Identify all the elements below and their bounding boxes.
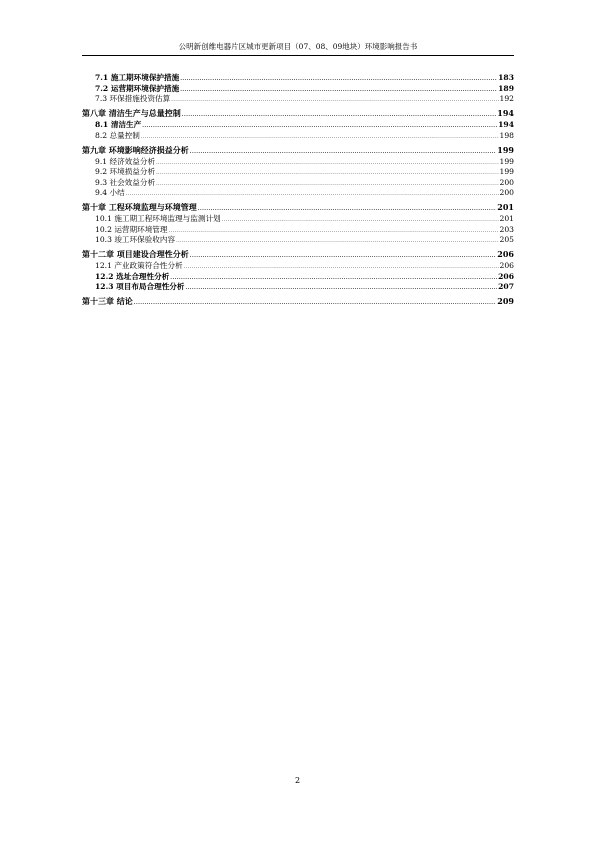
toc-entry-title: 9.4 小结 <box>95 188 125 197</box>
toc-chapter-entry[interactable] <box>82 248 514 261</box>
toc-leader-dots <box>184 265 499 270</box>
toc-section-entry[interactable] <box>82 225 514 236</box>
toc-entry-page: 200 <box>499 188 514 197</box>
toc-section-entry[interactable] <box>82 178 514 189</box>
toc-leader-dots <box>156 161 498 166</box>
document-title: 公明新创维电器片区城市更新项目（07、08、09地块）环境影响报告书 <box>178 42 418 51</box>
toc-entry-title: 12.2 选址合理性分析 <box>95 271 170 281</box>
toc-leader-dots <box>134 301 497 306</box>
toc-entry-page: 199 <box>499 167 514 176</box>
toc-section-entry[interactable] <box>82 157 514 168</box>
toc-entry-page: 199 <box>497 144 514 155</box>
page-header <box>82 42 514 56</box>
toc-section-entry[interactable] <box>82 120 514 131</box>
toc-entry-title: 第十二章 项目建设合理性分析 <box>82 249 189 259</box>
toc-section-entry[interactable] <box>82 94 514 105</box>
toc-entry-title: 8.1 清洁生产 <box>95 120 142 129</box>
toc-leader-dots <box>190 254 497 259</box>
toc-entry-page: 183 <box>498 73 514 82</box>
toc-chapter-entry[interactable] <box>82 144 514 157</box>
toc-leader-dots <box>190 150 497 155</box>
toc-entry-page: 199 <box>499 156 514 166</box>
toc-leader-dots <box>176 239 498 244</box>
toc-entry-title: 10.2 运营期环境管理 <box>95 224 168 234</box>
page-number: 2 <box>294 776 301 785</box>
table-of-contents <box>82 73 514 308</box>
toc-section-entry[interactable] <box>82 282 514 293</box>
toc-chapter-entry[interactable] <box>82 107 514 120</box>
toc-section-entry[interactable] <box>82 261 514 272</box>
toc-entry-page: 194 <box>498 120 514 129</box>
toc-entry-title: 第九章 环境影响经济损益分析 <box>82 144 189 155</box>
toc-entry-title: 10.3 竣工环保验收内容 <box>95 235 176 244</box>
toc-entry-title: 10.1 施工期工程环境监理与监测计划 <box>95 214 221 223</box>
toc-entry-title: 9.2 环境损益分析 <box>95 167 156 176</box>
toc-chapter-entry[interactable] <box>82 295 514 308</box>
toc-leader-dots <box>180 77 497 82</box>
toc-leader-dots <box>182 113 497 118</box>
toc-chapter-entry[interactable] <box>82 201 514 214</box>
toc-entry-title: 8.2 总量控制 <box>95 130 140 140</box>
toc-entry-title: 7.2 运营期环境保护措施 <box>95 83 180 93</box>
toc-entry-title: 12.3 项目布局合理性分析 <box>95 282 185 291</box>
toc-entry-page: 201 <box>497 202 514 212</box>
toc-section-entry[interactable] <box>82 84 514 95</box>
toc-leader-dots <box>156 171 498 176</box>
toc-section-entry[interactable] <box>82 214 514 225</box>
page-footer <box>0 776 595 785</box>
toc-entry-title: 7.1 施工期环境保护措施 <box>95 73 180 82</box>
toc-leader-dots <box>171 98 498 103</box>
toc-entry-page: 206 <box>497 249 514 259</box>
toc-section-entry[interactable] <box>82 272 514 283</box>
toc-entry-title: 9.3 社会效益分析 <box>95 177 156 187</box>
toc-entry-title: 12.1 产业政策符合性分析 <box>95 261 183 270</box>
toc-entry-title: 第十三章 结论 <box>82 296 133 306</box>
toc-leader-dots <box>126 192 499 197</box>
toc-entry-title: 7.3 环保措施投资估算 <box>95 94 171 103</box>
toc-entry-page: 200 <box>499 177 514 187</box>
toc-leader-dots <box>222 218 499 223</box>
toc-section-entry[interactable] <box>82 131 514 142</box>
toc-entry-page: 209 <box>497 296 514 306</box>
toc-entry-page: 205 <box>499 235 514 244</box>
toc-leader-dots <box>142 124 497 129</box>
toc-entry-title: 第八章 清洁生产与总量控制 <box>82 108 181 118</box>
toc-leader-dots <box>168 229 498 234</box>
toc-leader-dots <box>185 286 497 291</box>
toc-entry-title: 第十章 工程环境监理与环境管理 <box>82 202 197 212</box>
toc-entry-page: 194 <box>497 108 514 118</box>
toc-leader-dots <box>170 276 497 281</box>
toc-section-entry[interactable] <box>82 167 514 178</box>
toc-section-entry[interactable] <box>82 188 514 199</box>
toc-entry-page: 192 <box>499 94 514 103</box>
toc-section-entry[interactable] <box>82 235 514 246</box>
toc-entry-title: 9.1 经济效益分析 <box>95 156 156 166</box>
toc-leader-dots <box>141 135 499 140</box>
toc-entry-page: 198 <box>499 130 514 140</box>
toc-entry-page: 203 <box>499 224 514 234</box>
toc-entry-page: 206 <box>498 271 514 281</box>
toc-leader-dots <box>156 182 498 187</box>
toc-entry-page: 189 <box>498 83 514 93</box>
toc-leader-dots <box>180 88 497 93</box>
toc-entry-page: 207 <box>498 282 514 291</box>
toc-entry-page: 206 <box>499 261 514 270</box>
toc-section-entry[interactable] <box>82 73 514 84</box>
toc-entry-page: 201 <box>499 214 514 223</box>
toc-leader-dots <box>198 207 497 212</box>
